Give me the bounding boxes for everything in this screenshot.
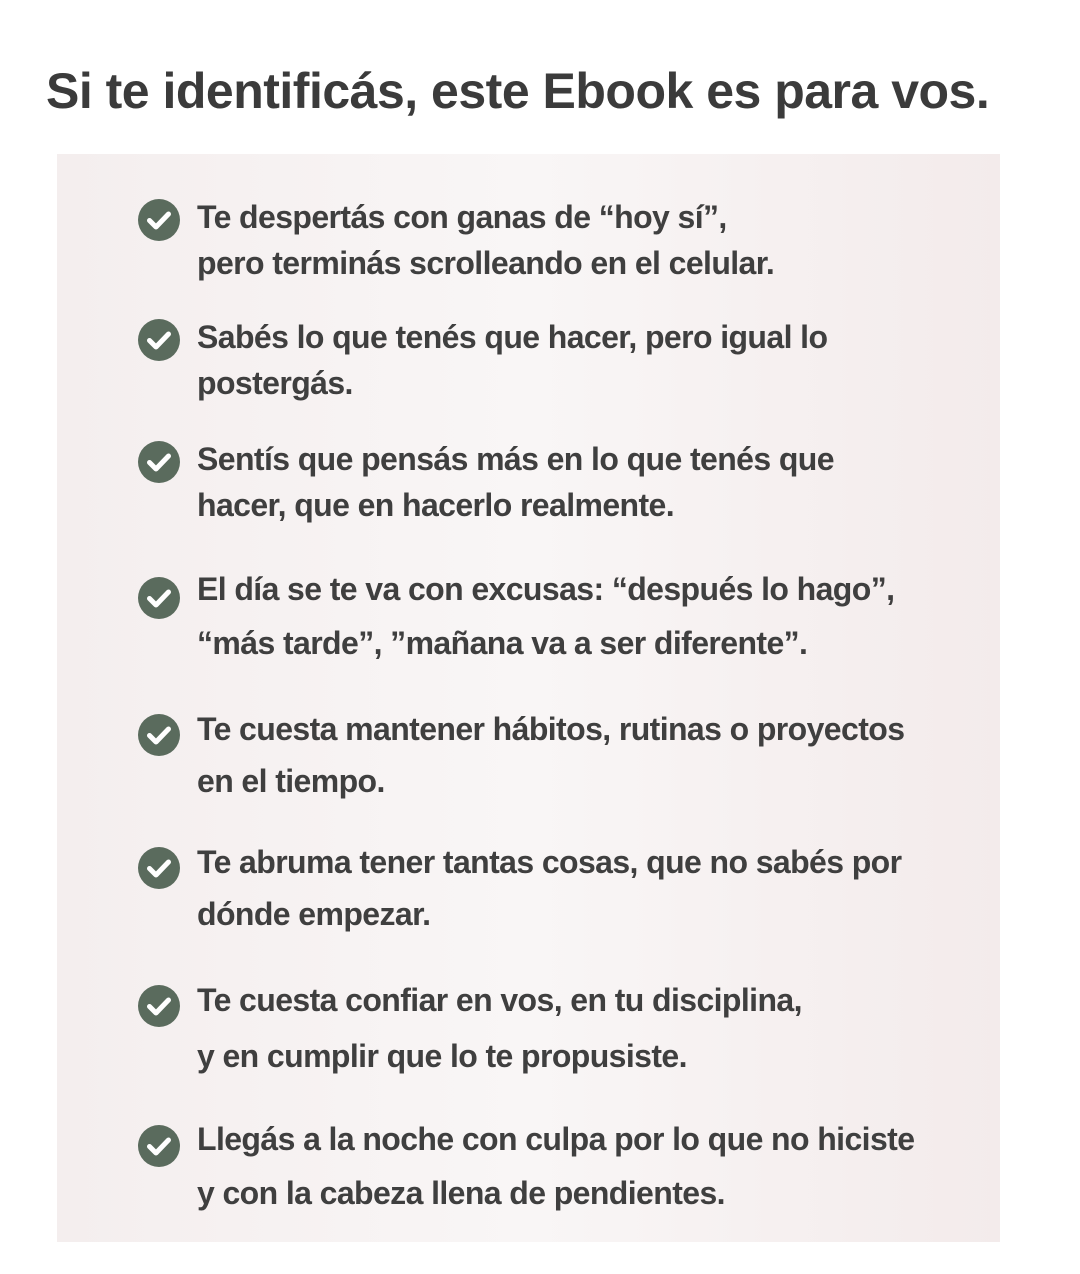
list-item-text xyxy=(197,194,937,286)
list-item-text xyxy=(197,1112,937,1220)
check-circle-icon xyxy=(137,1124,181,1168)
list-item-line: hacer, que en hacerlo realmente. xyxy=(197,487,675,523)
list-item-text xyxy=(197,836,937,940)
check-circle-icon xyxy=(137,198,181,242)
check-circle-icon xyxy=(137,846,181,890)
list-item-line: dónde empezar. xyxy=(197,896,431,932)
list-item-line: Sentís que pensás más en lo que tenés que xyxy=(197,441,834,477)
list-item-line: Te abruma tener tantas cosas, que no sabés por xyxy=(197,844,902,880)
list-item-line: postergás. xyxy=(197,365,353,401)
list-item-line: y con la cabeza llena de pendientes. xyxy=(197,1175,725,1211)
checklist-panel xyxy=(57,154,1000,1242)
list-item-line: Sabés lo que tenés que hacer, pero igual lo xyxy=(197,319,828,355)
list-item-line: Te despertás con ganas de “hoy sí”, xyxy=(197,199,727,235)
check-circle-icon xyxy=(137,318,181,362)
list-item-text xyxy=(197,972,937,1084)
list-item-text xyxy=(197,562,937,670)
list-item-line: pero terminás scrolleando en el celular. xyxy=(197,245,775,281)
check-circle-icon xyxy=(137,440,181,484)
list-item-text xyxy=(197,436,937,528)
check-circle-icon xyxy=(137,713,181,757)
page-title: Si te identificás, este Ebook es para vos. xyxy=(46,63,990,119)
list-item-line: Te cuesta confiar en vos, en tu disciplina, xyxy=(197,982,802,1018)
list-item-line: El día se te va con excusas: “después lo hago”, xyxy=(197,571,895,607)
list-item-line: Llegás a la noche con culpa por lo que no hiciste xyxy=(197,1121,915,1157)
list-item-line: Te cuesta mantener hábitos, rutinas o proyectos xyxy=(197,711,905,747)
list-item-text xyxy=(197,314,937,406)
list-item-line: en el tiempo. xyxy=(197,763,385,799)
list-item-line: “más tarde”, ”mañana va a ser diferente”. xyxy=(197,625,808,661)
list-item-text xyxy=(197,703,937,807)
check-circle-icon xyxy=(137,576,181,620)
list-item-line: y en cumplir que lo te propusiste. xyxy=(197,1038,687,1074)
check-circle-icon xyxy=(137,984,181,1028)
